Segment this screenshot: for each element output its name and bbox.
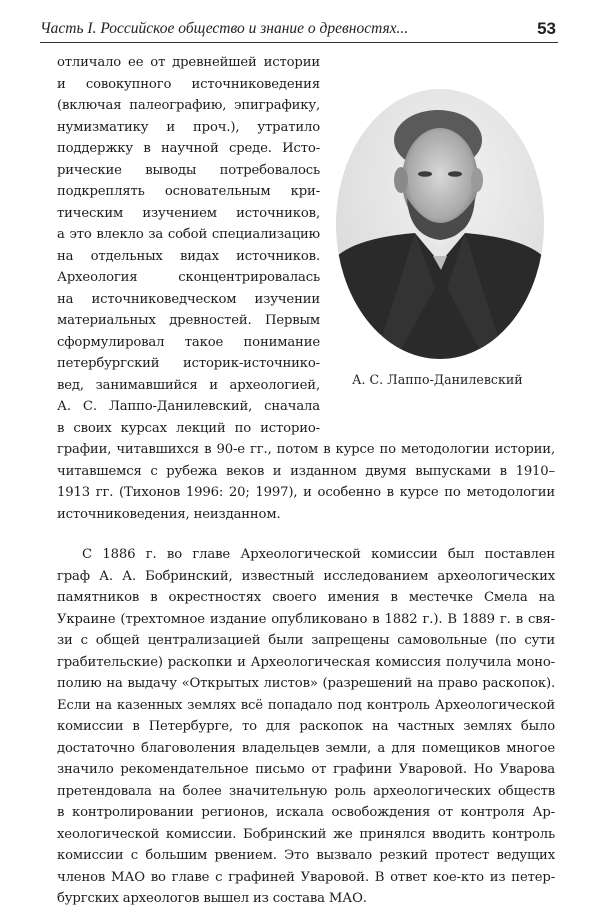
text-line: материальных древностей. Первым [57,313,320,328]
figure-caption: А. С. Лаппо-Данилевский [352,372,523,387]
text-line: претендовала на более значительную роль археологических обществ [57,783,555,799]
text-line: полию на выдачу «Открытых листов» (разрешений на право раскопок). [57,676,555,691]
text-line: нумизматику и проч.), утратило [57,119,320,135]
text-line: и совокупного источниковедения [57,76,320,92]
text-line: сформулировал такое понимание [57,334,320,350]
text-line: хеологической комиссии. Бобринский же принялся вводить контроль [57,826,555,842]
text-line: памятников в окрестностях своего имения в местечке Смела на [57,590,555,605]
text-line: бургских археологов вышел из состава МАО. [57,891,367,906]
text-line: Археология сконцентрировалась [57,270,320,285]
page-number: 53 [537,19,556,38]
text-line: достаточно благоволения владельцев земли, а для помещиков многое [57,740,555,756]
text-line: тическим изучением источников, [57,205,320,221]
text-line: отличало ее от древнейшей истории [57,55,320,70]
text-line: Украине (трехтомное издание опубликовано в 1882 г.). В 1889 г. в свя- [57,611,555,627]
text-line: источниковедения, неизданном. [57,506,281,522]
text-line: вед, занимавшийся и археологией, [57,377,320,393]
text-line: комиссии с большим рвением. Это вызвало резкий протест ведущих [57,848,555,863]
text-line: граф А. А. Бобринский, известный исследованием археологических [57,568,555,584]
text-line: подкреплять основательным кри- [57,184,320,199]
text-line: в контролировании регионов, искала освобождения от контроля Ар- [57,805,555,820]
text-line: зи с общей централизацией были запрещены самовольные (по сути [57,633,555,648]
text-line: членов МАО во главе с графиней Уваровой. В ответ кое-кто из петер- [57,869,555,885]
text-line: 1913 гг. (Тихонов 1996: 20; 1997), и особенно в курсе по методологии [57,485,555,500]
text-line: а это влекло за собой специализацию [57,227,320,242]
text-line: А. С. Лаппо-Данилевский, сначала [57,399,320,414]
text-line: читавшемся с рубежа веков и изданном двумя выпусками в 1910– [57,463,555,479]
text-line: (включая палеографию, эпиграфику, [57,98,320,113]
text-line: Если на казенных землях всё попадало под контроль Археологической [57,697,555,713]
text-line: петербургский историк-источнико- [57,356,320,371]
text-line: значило рекомендательное письмо от графини Уваровой. Но Уварова [57,762,555,777]
text-line: на источниковедческом изучении [57,291,320,307]
running-header [40,14,558,43]
text-line: графии, читавшихся в 90-е гг., потом в курсе по методологии истории, [57,442,555,457]
running-title: Часть I. Российское общество и знание о древностях... [40,20,409,37]
portrait-photo [335,88,545,360]
text-line: комиссии в Петербурге, то для раскопок на частных землях было [57,719,555,734]
text-line: поддержку в научной среде. Исто- [57,141,320,156]
text-line: рические выводы потребовалось [57,162,320,178]
text-line: С 1886 г. во главе Археологической комиссии был поставлен [82,547,555,562]
text-line: грабительские) раскопки и Археологическая комиссия получила моно- [57,654,555,670]
text-line: в своих курсах лекций по историо- [57,420,320,436]
text-line: на отдельных видах источников. [57,248,320,264]
